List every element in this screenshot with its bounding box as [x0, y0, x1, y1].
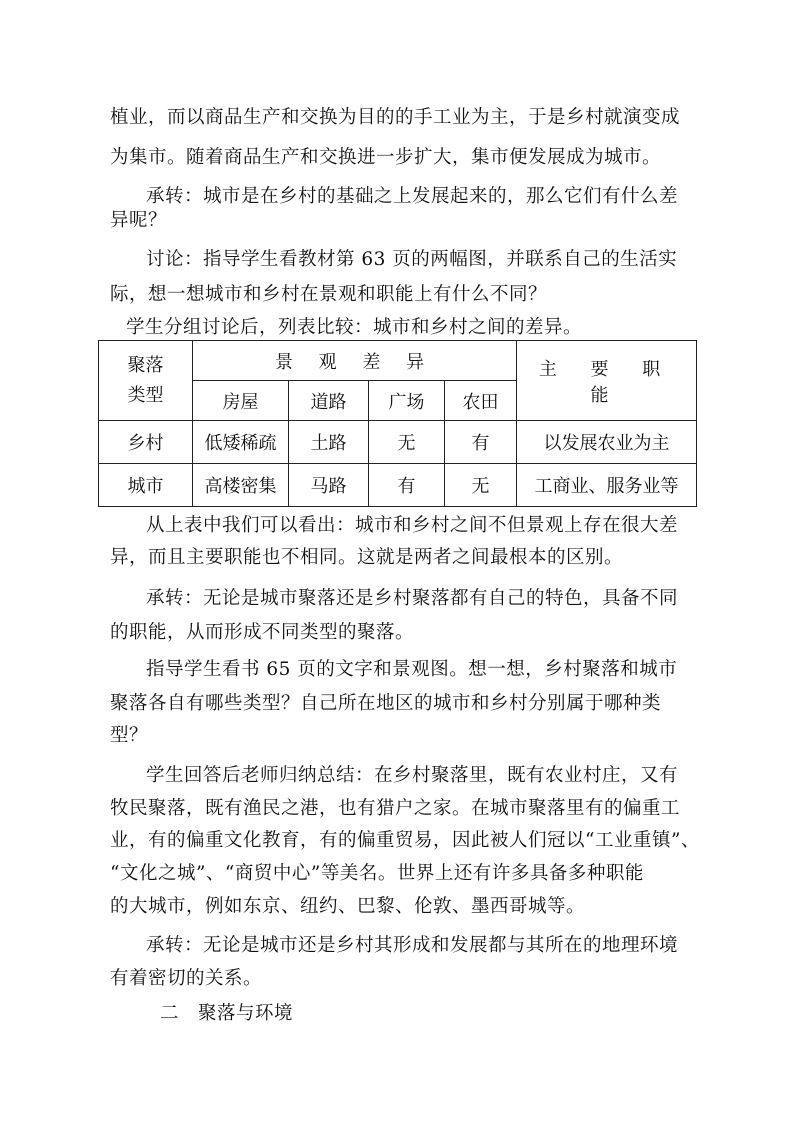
para3-line2: 际，想一想城市和乡村在景观和职能上有什么不同？: [110, 284, 548, 305]
row-house: 低矮稀疏: [193, 421, 289, 464]
para2-line2: 异呢？: [110, 210, 168, 231]
landscape-difference-header: 景 观 差 异: [193, 341, 517, 381]
para4-line2: 异，而且主要职能也不相同。这就是两者之间最根本的区别。: [110, 547, 624, 568]
header-house: 房屋: [193, 381, 289, 421]
para7-line5: 的大城市，例如东京、纽约、巴黎、伦敦、墨西哥城等。: [110, 896, 586, 917]
para7-line4: “文化之城”、“商贸中心”等美名。世界上还有许多具备多种职能: [110, 863, 644, 884]
para7-line1: 学生回答后老师归纳总结：在乡村聚落里，既有农业村庄，又有: [146, 765, 679, 786]
para1-line1: 植业，而以商品生产和交换为目的的手工业为主，于是乡村就演变成: [110, 107, 681, 128]
row-type: 城市: [99, 464, 193, 507]
para6-line1: 指导学生看书 65 页的文字和景观图。想一想，乡村聚落和城市: [146, 659, 678, 680]
table-row: [99, 421, 697, 464]
header-square: 广场: [369, 381, 445, 421]
para3-line1: 讨论：指导学生看教材第 63 页的两幅图，并联系自己的生活实: [146, 249, 678, 270]
para7-line3: 业，有的偏重文化教育，有的偏重贸易，因此被人们冠以“工业重镇”、: [110, 830, 700, 851]
row-road: 马路: [289, 464, 369, 507]
para5-line2: 的职能，从而形成不同类型的聚落。: [110, 622, 415, 643]
para8-line2: 有着密切的关系。: [110, 968, 263, 989]
row-square: 无: [369, 421, 445, 464]
para7-line2: 牧民聚落，既有渔民之港，也有猎户之家。在城市聚落里有的偏重工: [110, 798, 681, 819]
row-function: 以发展农业为主: [517, 421, 697, 464]
settlement-type-header-line2: 类型: [127, 384, 164, 406]
row-farmland: 无: [445, 464, 517, 507]
row-square: 有: [369, 464, 445, 507]
para6-line2: 聚落各自有哪些类型？自己所在地区的城市和乡村分别属于哪种类: [110, 693, 662, 714]
main-function-header: 主 要 职 能: [517, 341, 697, 421]
table-intro: 学生分组讨论后，列表比较：城市和乡村之间的差异。: [126, 317, 583, 338]
para1-line2: 为集市。随着商品生产和交换进一步扩大，集市便发展成为城市。: [110, 147, 662, 168]
header-farmland: 农田: [445, 381, 517, 421]
para8-line1: 承转：无论是城市还是乡村其形成和发展都与其所在的地理环境: [146, 935, 679, 956]
para4-line1: 从上表中我们可以看出：城市和乡村之间不但景观上存在很大差: [146, 515, 679, 536]
row-function: 工商业、服务业等: [517, 464, 697, 507]
section-heading: 二 聚落与环境: [160, 1003, 294, 1024]
row-house: 高楼密集: [193, 464, 289, 507]
row-road: 土路: [289, 421, 369, 464]
para2-line1: 承转：城市是在乡村的基础之上发展起来的，那么它们有什么差: [146, 186, 679, 207]
comparison-table: [98, 340, 697, 507]
table-row: [99, 464, 697, 507]
settlement-type-header: [99, 341, 193, 421]
settlement-type-header-line1: 聚落: [127, 354, 164, 376]
row-type: 乡村: [99, 421, 193, 464]
para5-line1: 承转：无论是城市聚落还是乡村聚落都有自己的特色，具备不同: [146, 588, 679, 609]
row-farmland: 有: [445, 421, 517, 464]
para6-line3: 型？: [110, 725, 149, 746]
header-road: 道路: [289, 381, 369, 421]
